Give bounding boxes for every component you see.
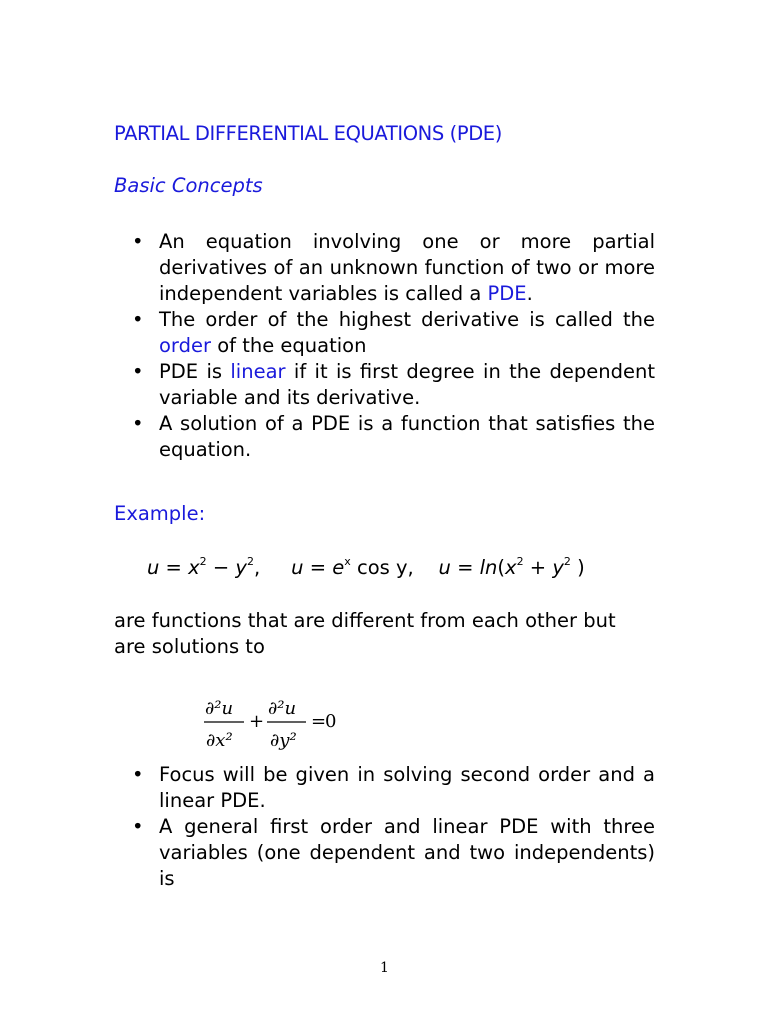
- numerator-1: ∂²u: [205, 698, 234, 719]
- bullet-icon: •: [132, 308, 144, 331]
- example-functions: $u = x^2 - y^2$, $u = e^x$ cos y, $u = \ln(x^2 + y^2$ ): [147, 555, 585, 579]
- list-item: • PDE is linear if it is first degree in the dependent variable and its derivative.: [132, 360, 656, 409]
- focus-list: [114, 762, 655, 892]
- list-item: • An equation involving one or more partial derivatives of an unknown function of two or more independent variables is called a PDE.: [132, 230, 655, 305]
- list-item: • Focus will be given in solving second order and a linear PDE.: [132, 763, 655, 812]
- rhs-zero: 0: [325, 711, 337, 732]
- section-subtitle: Basic Concepts: [114, 174, 263, 197]
- equals-sign: =: [311, 711, 327, 732]
- denominator-2: ∂y²: [270, 730, 297, 751]
- bullet-icon: •: [132, 230, 144, 253]
- bullet-icon: •: [132, 360, 144, 383]
- bullet-icon: •: [132, 815, 144, 838]
- page-number: 1: [380, 960, 389, 976]
- numerator-2: ∂²u: [268, 698, 297, 719]
- denominator-1: ∂x²: [206, 730, 233, 751]
- term-highlight: PDE: [487, 282, 527, 305]
- solutions-paragraph: are functions that are different from each other but are solutions to: [114, 609, 616, 658]
- laplace-equation: [200, 688, 350, 758]
- page-title: PARTIAL DIFFERENTIAL EQUATIONS (PDE): [114, 122, 502, 145]
- bullet-icon: •: [132, 763, 144, 786]
- term-highlight: linear: [230, 360, 286, 383]
- plus-sign: +: [249, 711, 265, 732]
- list-item: • The order of the highest derivative is called the order of the equation: [132, 308, 655, 357]
- bullet-icon: •: [132, 412, 144, 435]
- example-label: Example:: [114, 502, 206, 525]
- list-item: • A general first order and linear PDE with three variables (one dependent and two independents) is: [132, 815, 655, 890]
- list-item: • A solution of a PDE is a function that satisfies the equation.: [132, 412, 655, 461]
- concepts-list: [114, 229, 655, 463]
- term-highlight: order: [159, 334, 211, 357]
